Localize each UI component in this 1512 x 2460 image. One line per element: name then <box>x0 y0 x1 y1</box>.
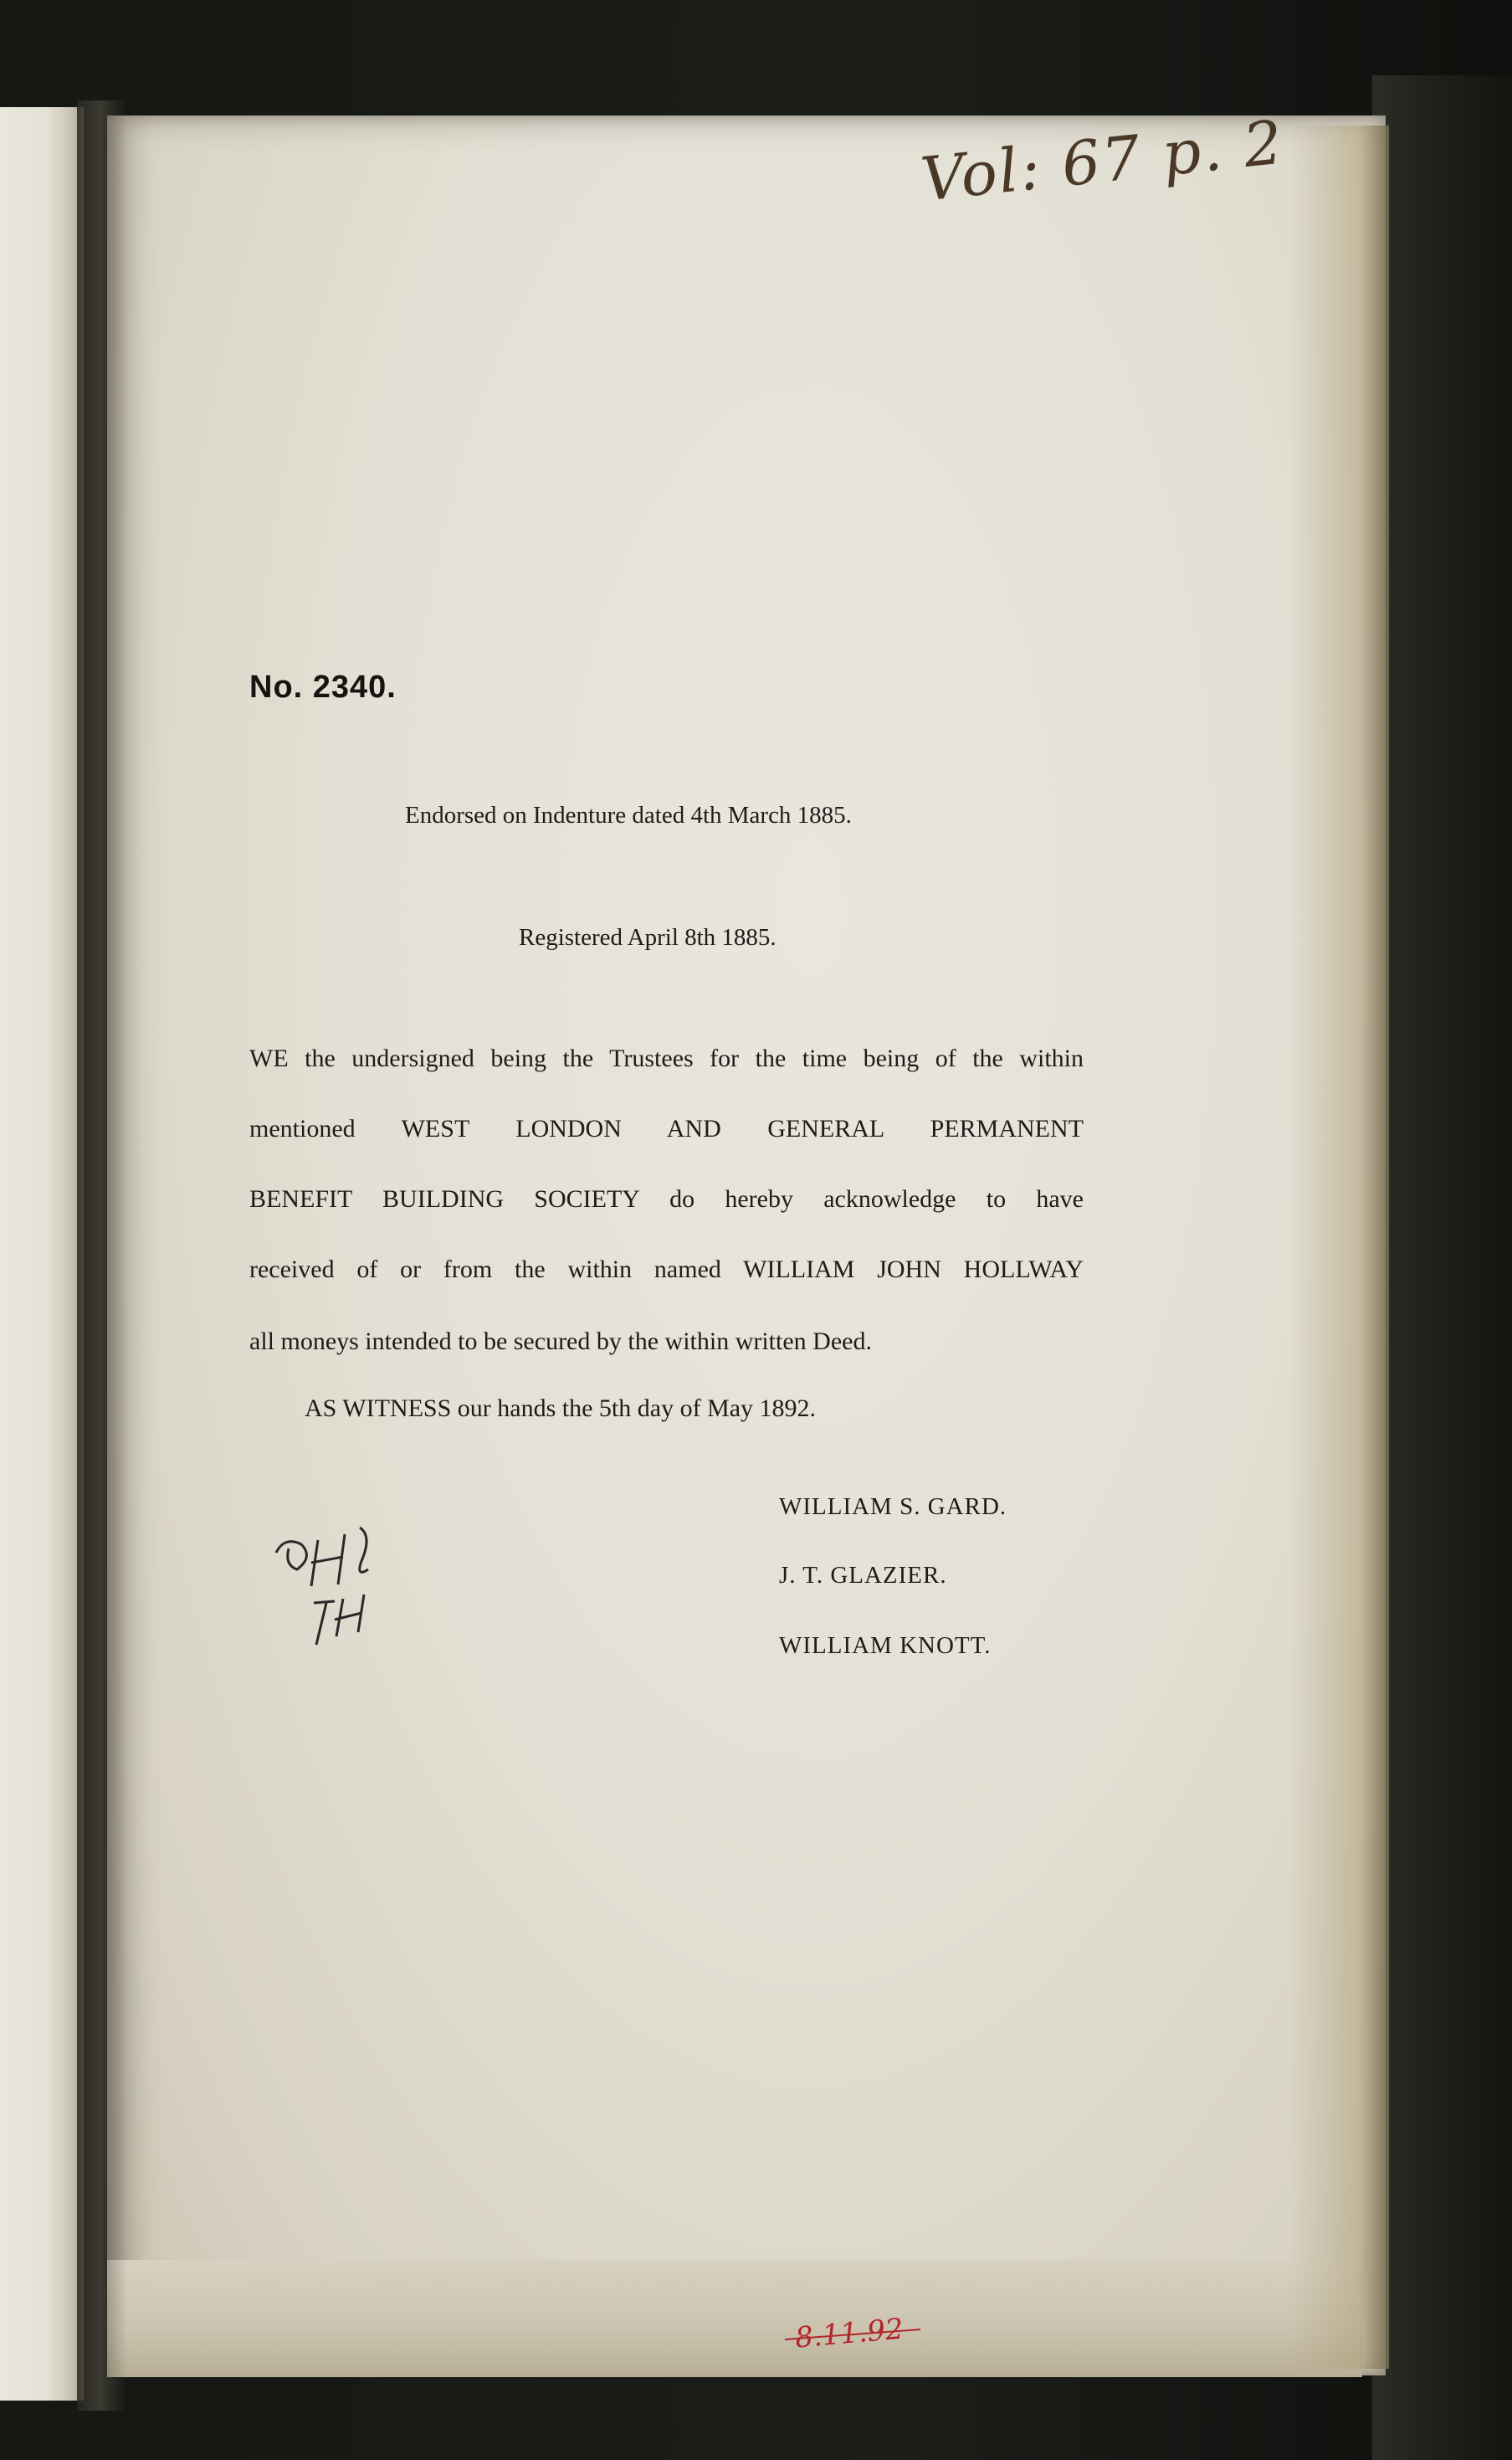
signatory-name: J. T. GLAZIER. <box>779 1562 947 1589</box>
body-line: mentioned WEST LONDON AND GENERAL PERMANENT <box>249 1115 1084 1143</box>
page-edge-discoloration <box>1289 126 1389 2369</box>
body-line: received of or from the within named WILLIAM JOHN HOLLWAY <box>249 1256 1084 1283</box>
page-bottom-edge <box>107 2260 1362 2377</box>
document-page <box>107 116 1386 2375</box>
document-number: No. 2340. <box>249 670 397 705</box>
body-line: all moneys intended to be secured by the within written Deed. <box>249 1328 872 1355</box>
signatory-name: WILLIAM S. GARD. <box>779 1493 1007 1520</box>
signatory-name: WILLIAM KNOTT. <box>779 1632 992 1659</box>
witness-clause: AS WITNESS our hands the 5th day of May 1892. <box>305 1394 817 1422</box>
previous-page-edge <box>0 107 84 2401</box>
endorsement-line: Endorsed on Indenture dated 4th March 1885. <box>405 802 852 829</box>
archive-volume-mark: Vol: 67 p. 2 <box>917 106 1288 215</box>
body-line: WE the undersigned being the Trustees for the time being of the within <box>249 1045 1084 1072</box>
body-line: BENEFIT BUILDING SOCIETY do hereby acknowledge to have <box>249 1185 1084 1213</box>
book-cover-board <box>1372 75 1512 2460</box>
gutter-shadow <box>77 100 127 2411</box>
registration-line: Registered April 8th 1885. <box>519 924 777 951</box>
red-pencil-date-text: 8.11.92 <box>793 2312 905 2355</box>
handwritten-initials <box>268 1519 410 1653</box>
